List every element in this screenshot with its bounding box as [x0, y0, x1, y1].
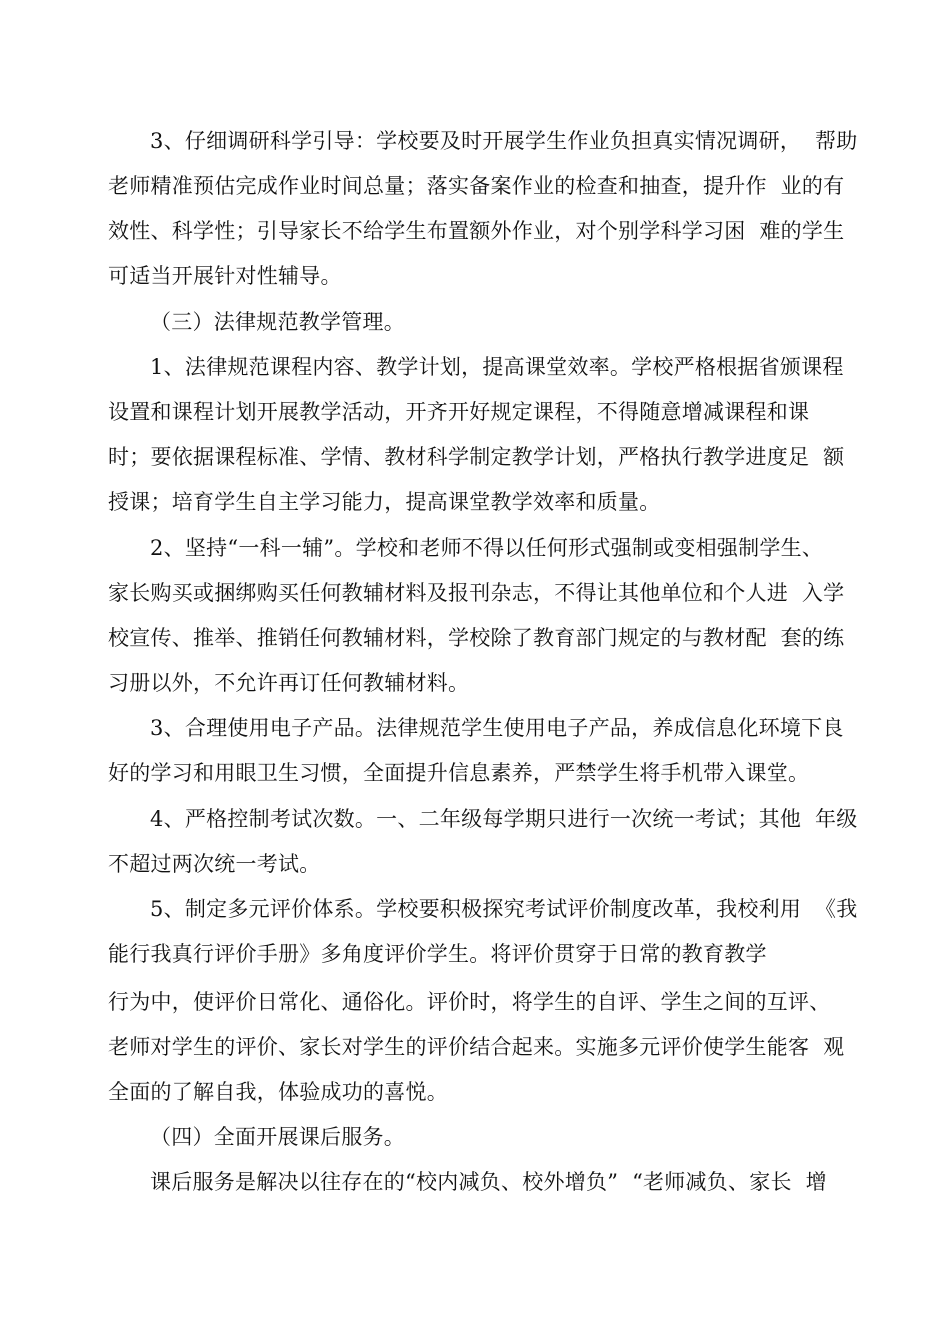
paragraph-line: 设置和课程计划开展教学活动，开齐开好规定课程，不得随意增减课程和课 — [108, 400, 810, 424]
paragraph-line: 3、合理使用电子产品。法律规范学生使用电子产品，养成信息化环境下良 — [150, 716, 844, 740]
paragraph-line: 时；要依据课程标准、学情、教材科学制定教学计划，严格执行教学进度足 额 — [108, 445, 845, 469]
paragraph-line: 课后服务是解决以往存在的“校内减负、校外增负” “老师减负、家长 增 — [150, 1170, 827, 1194]
section-heading: （三）法律规范教学管理。 — [150, 310, 405, 334]
paragraph-line: 能行我真行评价手册》多角度评价学生。将评价贯穿于日常的教育教学 — [108, 942, 767, 966]
paragraph-line: 1、法律规范课程内容、教学计划，提高课堂效率。学校严格根据省颁课程 — [150, 355, 844, 379]
paragraph-line: 可适当开展针对性辅导。 — [108, 264, 342, 288]
paragraph-line: 2、坚持“一科一辅”。学校和老师不得以任何形式强制或变相强制学生、 — [150, 536, 824, 560]
paragraph-line: 授课；培育学生自主学习能力，提高课堂教学效率和质量。 — [108, 490, 661, 514]
paragraph-line: 好的学习和用眼卫生习惯，全面提升信息素养，严禁学生将手机带入课堂。 — [108, 761, 810, 785]
paragraph-line: 5、制定多元评价体系。学校要积极探究考试评价制度改革，我校利用 《我 — [150, 897, 858, 921]
paragraph-line: 全面的了解自我，体验成功的喜悦。 — [108, 1080, 448, 1104]
paragraph-line: 老师对学生的评价、家长对学生的评价结合起来。实施多元评价使学生能客 观 — [108, 1035, 845, 1059]
paragraph-line: 校宣传、推举、推销任何教辅材料，学校除了教育部门规定的与教材配 套的练 — [108, 626, 845, 650]
paragraph-line: 效性、科学性；引导家长不给学生布置额外作业，对个别学科学习困 难的学生 — [108, 219, 845, 243]
paragraph-line: 习册以外，不允许再订任何教辅材料。 — [108, 671, 470, 695]
paragraph-line: 老师精准预估完成作业时间总量；落实备案作业的检查和抽查，提升作 业的有 — [108, 174, 845, 198]
paragraph-line: 4、严格控制考试次数。一、二年级每学期只进行一次统一考试；其他 年级 — [150, 807, 858, 831]
section-heading: （四）全面开展课后服务。 — [150, 1125, 405, 1149]
paragraph-line: 不超过两次统一考试。 — [108, 852, 321, 876]
paragraph-line: 行为中，使评价日常化、通俗化。评价时，将学生的自评、学生之间的互评、 — [108, 990, 831, 1014]
paragraph-line: 3、仔细调研科学引导：学校要及时开展学生作业负担真实情况调研， 帮助 — [150, 129, 858, 153]
paragraph-line: 家长购买或捆绑购买任何教辅材料及报刊杂志，不得让其他单位和个人进 入学 — [108, 581, 845, 605]
